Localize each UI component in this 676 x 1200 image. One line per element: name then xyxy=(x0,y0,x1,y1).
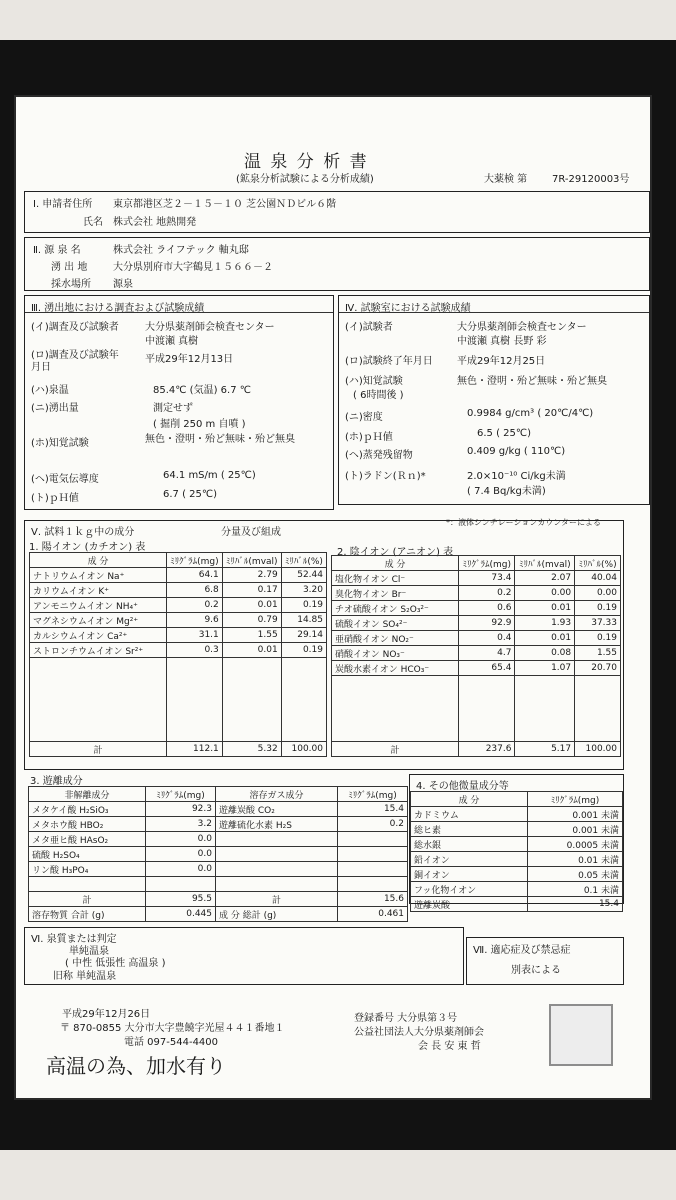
table-row: 亜硝酸イオン NO₂⁻ 0.4 0.01 0.19 xyxy=(332,631,621,646)
section-source xyxy=(24,237,650,291)
location: 大分県別府市大字鶴見１５６６－２ xyxy=(113,262,273,273)
lab-label: (ト)ラドン(Ｒｎ)* xyxy=(345,471,426,482)
col-header: ﾐﾘﾊﾞﾙ(%) xyxy=(575,556,621,571)
free-components-title: 3. 遊離成分 xyxy=(30,776,83,787)
table-row: 臭化物イオン Br⁻ 0.2 0.00 0.00 xyxy=(332,586,621,601)
table-row: メタケイ酸 H₂SiO₃ 92.3 遊離炭酸 CO₂ 15.4 xyxy=(29,802,408,817)
section-components xyxy=(24,520,624,770)
section-applicant xyxy=(24,191,650,233)
lab-value: 平成29年12月25日 xyxy=(457,356,546,367)
total-row: 計 112.1 5.32 100.00 xyxy=(30,742,327,757)
summary-row: 溶存物質 合計 (g) 0.445 成 分 総計 (g) 0.461 xyxy=(29,907,408,922)
trace-title: 4. その他微量成分等 xyxy=(416,781,509,792)
table-row: 鉛イオン 0.01 未満 xyxy=(411,852,623,867)
table-row: リン酸 H₃PO₄ 0.0 xyxy=(29,862,408,877)
field-label: (ハ)泉温 xyxy=(31,385,69,396)
lab-label: (イ)試験者 xyxy=(345,322,393,333)
sampling-place: 源泉 xyxy=(113,279,133,290)
col-header: ﾐﾘﾊﾞﾙ(mval) xyxy=(515,556,575,571)
col-header: ﾐﾘﾊﾞﾙ(mval) xyxy=(222,553,281,568)
field-label: (イ)調査及び試験者 xyxy=(31,322,119,333)
lab-value: 大分県薬剤師会検査センター xyxy=(457,322,587,333)
table-row: カリウムイオン K⁺ 6.8 0.17 3.20 xyxy=(30,583,327,598)
lab-label: ( 6時間後 ) xyxy=(353,390,404,401)
field-label: (ト)ｐＨ値 xyxy=(31,493,79,504)
section-field-survey xyxy=(24,295,334,510)
section-trace xyxy=(409,774,624,911)
col-header: 成 分 xyxy=(411,792,528,807)
total-row: 計 95.5 計 15.6 xyxy=(29,892,408,907)
lab-label: (ヘ)蒸発残留物 xyxy=(345,450,413,461)
field-label: (ロ)調査及び試験年月日 xyxy=(31,350,119,373)
document-subtitle: (鉱泉分析試験による分析成績) xyxy=(236,174,374,185)
col-header: ﾐﾘﾊﾞﾙ(%) xyxy=(281,553,326,568)
table-row: 硫酸イオン SO₄²⁻ 92.9 1.93 37.33 xyxy=(332,616,621,631)
col-header: 溶存ガス成分 xyxy=(216,787,338,802)
lab-phone: 電話 097-544-4400 xyxy=(124,1037,219,1048)
table-row: 遊離炭酸 15.4 xyxy=(411,897,623,912)
table-row: フッ化物イオン 0.1 未満 xyxy=(411,882,623,897)
lab-value: 無色・澄明・殆ど無味・殆ど無臭 xyxy=(457,376,607,387)
field-survey-heading: Ⅲ. 湧出地における調査および試験成績 xyxy=(31,303,205,314)
lab-label: (ホ)ｐＨ値 xyxy=(345,432,393,443)
analysis-document xyxy=(14,95,652,1100)
source-name-label: Ⅱ. 源 泉 名 xyxy=(33,245,81,256)
section-indications xyxy=(466,937,624,985)
lab-value: 0.409 g/kg ( 110℃) xyxy=(467,446,566,457)
applicant-address-label: Ⅰ. 申請者住所 xyxy=(33,199,93,210)
lab-address: 〒 870-0855 大分市大字豊饒字光屋４４１番地１ xyxy=(60,1023,285,1034)
table-row: ストロンチウムイオン Sr²⁺ 0.3 0.01 0.19 xyxy=(30,643,327,658)
lab-value: 中渡瀬 真樹 長野 彩 xyxy=(457,336,547,347)
table-row: 総水銀 0.0005 未満 xyxy=(411,837,623,852)
table-row: カドミウム 0.001 未満 xyxy=(411,807,623,822)
lab-test-heading: Ⅳ. 試験室における試験成績 xyxy=(345,303,471,314)
document-number-label: 大薬検 第 xyxy=(484,174,528,185)
col-header: ﾐﾘｸﾞﾗﾑ(mg) xyxy=(338,787,408,802)
field-value: 平成29年12月13日 xyxy=(145,354,234,365)
lab-value: ( 7.4 Bq/kg未満) xyxy=(467,486,546,497)
field-value: 6.7 ( 25℃) xyxy=(163,489,218,500)
table-row: 炭酸水素イオン HCO₃⁻ 65.4 1.07 20.70 xyxy=(332,661,621,676)
section-lab-test xyxy=(338,295,650,505)
col-header: ﾐﾘｸﾞﾗﾑ(mg) xyxy=(167,553,223,568)
field-value: 85.4℃ (気温) 6.7 ℃ xyxy=(153,385,251,396)
indications-title: Ⅶ. 適応症及び禁忌症 xyxy=(473,945,571,956)
handwritten-note: 高温の為、加水有り xyxy=(46,1054,226,1078)
cation-table xyxy=(29,552,327,757)
lab-label: (ハ)知覚試験 xyxy=(345,376,403,387)
field-label: (ヘ)電気伝導度 xyxy=(31,474,99,485)
anion-table xyxy=(331,555,621,757)
registration-number: 登録番号 大分県第３号 xyxy=(354,1013,458,1024)
spring-quality-title: Ⅵ. 泉質または判定 xyxy=(31,934,117,945)
table-row: チオ硫酸イオン S₂O₃²⁻ 0.6 0.01 0.19 xyxy=(332,601,621,616)
col-header: ﾐﾘｸﾞﾗﾑ(mg) xyxy=(459,556,515,571)
table-row: マグネシウムイオン Mg²⁺ 9.6 0.79 14.85 xyxy=(30,613,327,628)
anion-table-title: 2. 陰イオン (アニオン) 表 xyxy=(337,547,454,558)
sampling-label: 採水場所 xyxy=(51,279,91,290)
field-label: (ホ)知覚試験 xyxy=(31,438,89,449)
col-header: 成 分 xyxy=(30,553,167,568)
indications-body: 別表による xyxy=(511,965,561,976)
lab-label: (ロ)試験終了年月日 xyxy=(345,356,433,367)
applicant-name-label: 氏名 xyxy=(83,217,103,228)
field-value: 大分県薬剤師会検査センター xyxy=(145,322,275,333)
lab-value: 6.5 ( 25℃) xyxy=(477,428,532,439)
components-heading-2: 分量及び組成 xyxy=(221,527,281,538)
lab-label: (ニ)密度 xyxy=(345,412,383,423)
applicant-address: 東京都港区芝２－１５－１０ 芝公園ＮＤビル６階 xyxy=(113,199,337,210)
field-value: ( 掘削 250 m 自噴 ) xyxy=(153,419,246,430)
field-label: (ニ)湧出量 xyxy=(31,403,79,414)
field-value: 中渡瀬 真樹 xyxy=(145,336,199,347)
issue-date: 平成29年12月26日 xyxy=(62,1009,151,1020)
free-components-table xyxy=(28,786,408,922)
source-name: 株式会社 ライフテック 軸丸邸 xyxy=(113,245,249,256)
spring-quality-line: 旧称 単純温泉 xyxy=(53,971,117,982)
table-row: 総ヒ素 0.001 未満 xyxy=(411,822,623,837)
table-row: カルシウムイオン Ca²⁺ 31.1 1.55 29.14 xyxy=(30,628,327,643)
table-row: ナトリウムイオン Na⁺ 64.1 2.79 52.44 xyxy=(30,568,327,583)
table-row: アンモニウムイオン NH₄⁺ 0.2 0.01 0.19 xyxy=(30,598,327,613)
table-row: メタホウ酸 HBO₂ 3.2 遊離硫化水素 H₂S 0.2 xyxy=(29,817,408,832)
table-row: 銅イオン 0.05 未満 xyxy=(411,867,623,882)
col-header: 非解離成分 xyxy=(29,787,146,802)
table-row: 硝酸イオン NO₃⁻ 4.7 0.08 1.55 xyxy=(332,646,621,661)
lab-value: 0.9984 g/cm³ ( 20℃/4℃) xyxy=(467,408,594,419)
document-number: 7R-29120003号 xyxy=(552,174,630,185)
table-row: 硫酸 H₂SO₄ 0.0 xyxy=(29,847,408,862)
field-value: 測定せず xyxy=(153,403,193,414)
document-title: 温 泉 分 析 書 xyxy=(244,152,369,172)
trace-table xyxy=(410,791,623,912)
field-value: 64.1 mS/m ( 25℃) xyxy=(163,470,256,481)
spring-quality-line: 単純温泉 xyxy=(69,946,109,957)
col-header: ﾐﾘｸﾞﾗﾑ(mg) xyxy=(146,787,216,802)
table-row: メタ亜ヒ酸 HAsO₂ 0.0 xyxy=(29,832,408,847)
table-row: 塩化物イオン Cl⁻ 73.4 2.07 40.04 xyxy=(332,571,621,586)
col-header: 成 分 xyxy=(332,556,459,571)
radon-footnote: *：液体シンチレーションカウンターによる xyxy=(446,518,601,527)
total-row: 計 237.6 5.17 100.00 xyxy=(332,742,621,757)
col-header: ﾐﾘｸﾞﾗﾑ(mg) xyxy=(528,792,623,807)
official-seal xyxy=(549,1004,613,1066)
location-label: 湧 出 地 xyxy=(51,262,88,273)
organization-name: 公益社団法人大分県薬剤師会 xyxy=(354,1027,484,1038)
spring-quality-line: ( 中性 低張性 高温泉 ) xyxy=(65,958,166,969)
cation-table-title: 1. 陽イオン (カチオン) 表 xyxy=(29,542,146,553)
section-spring-quality xyxy=(24,927,464,985)
lab-value: 2.0×10⁻¹⁰ Ci/kg未満 xyxy=(467,471,566,482)
field-value: 無色・澄明・殆ど無味・殆ど無臭 xyxy=(145,434,295,445)
president-name: 会 長 安 東 哲 xyxy=(418,1041,481,1052)
components-heading: Ⅴ. 試料１ｋｇ中の成分 xyxy=(31,527,135,538)
applicant-name: 株式会社 地熱開発 xyxy=(113,217,197,228)
